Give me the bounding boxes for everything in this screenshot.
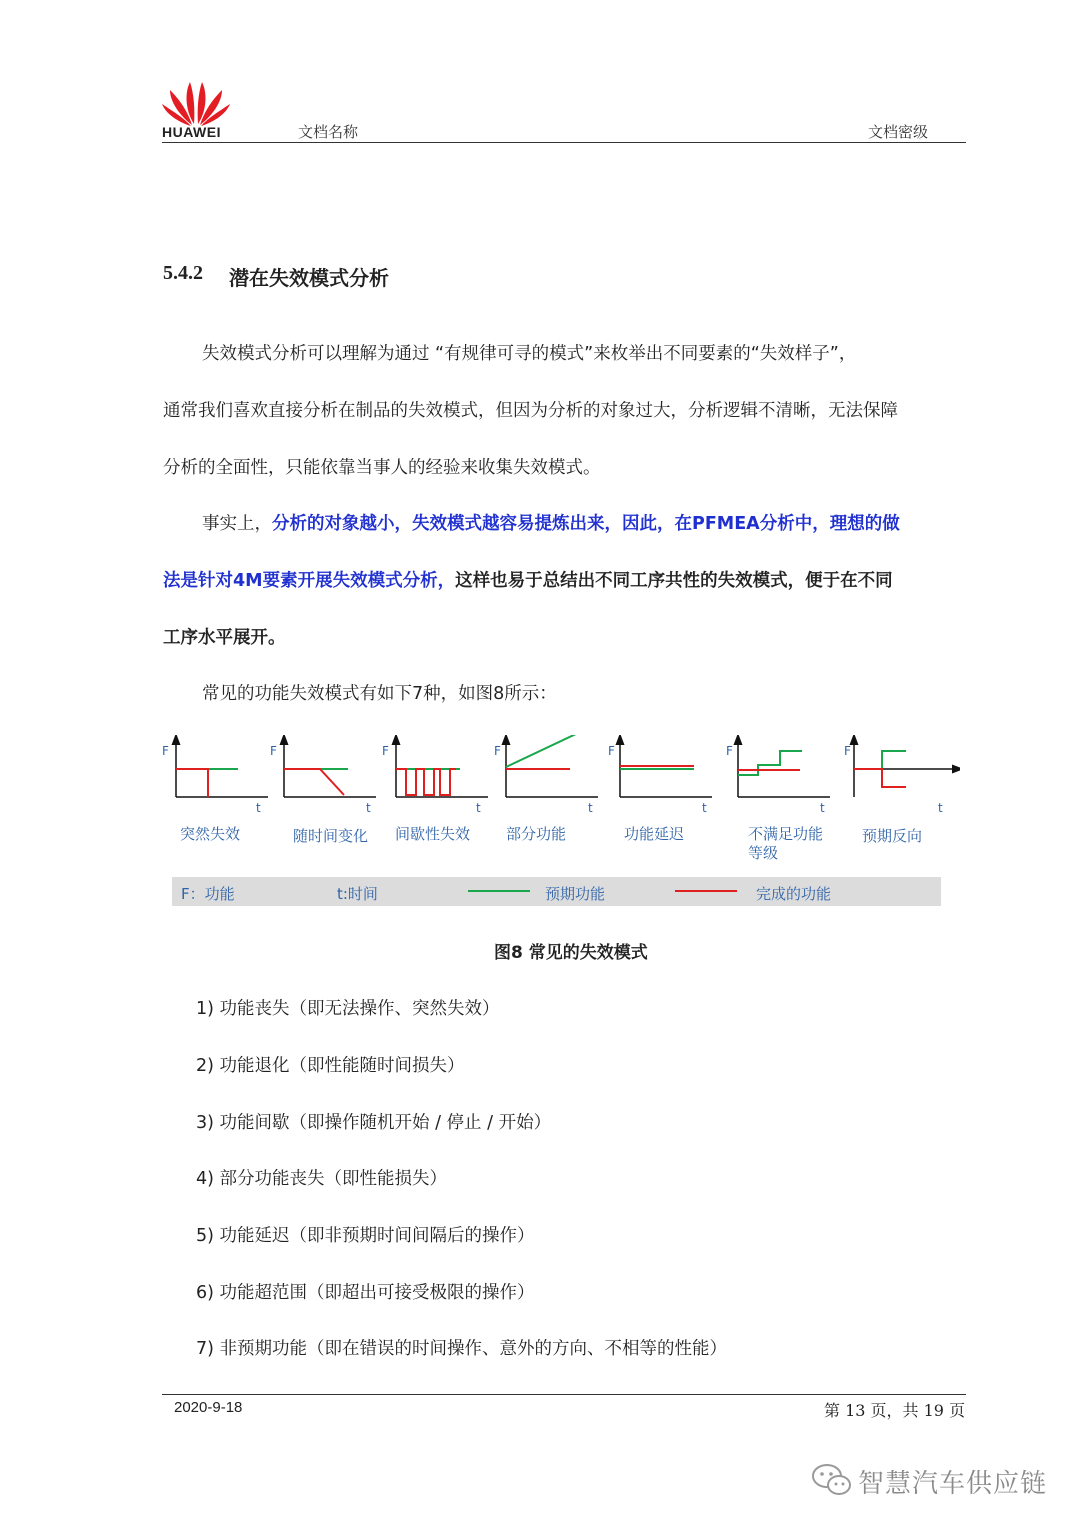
panel-label: 不满足功能 xyxy=(748,825,824,843)
axis-f-label: F xyxy=(494,744,501,758)
bold-text: 这样也易于总结出不同工序共性的失效模式，便于在不同 xyxy=(455,571,893,591)
paragraph-line: 分析的全面性，只能依靠当事人的经验来收集失效模式。 xyxy=(163,458,601,478)
axis-f-label: F xyxy=(162,744,169,758)
axis-t-label: t xyxy=(476,801,481,815)
panel-delayed-function xyxy=(620,739,712,797)
axis-t-label: t xyxy=(256,801,261,815)
axis-t-label: t xyxy=(366,801,371,815)
footer-date: 2020-9-18 xyxy=(174,1399,243,1416)
brand-name: HUAWEI xyxy=(162,124,221,140)
axis-f-label: F xyxy=(382,744,389,758)
panel-label: 突然失效 xyxy=(180,825,241,843)
section-number: 5.4.2 xyxy=(163,262,203,284)
paragraph-line: 通常我们喜欢直接分析在制品的失效模式，但因为分析的对象过大，分析逻辑不清晰，无法保障 xyxy=(163,401,898,421)
axis-t-label: t xyxy=(938,801,943,815)
figure-caption: 图8 常见的失效模式 xyxy=(494,943,648,963)
paragraph-line: 常见的功能失效模式有如下7种，如图8所示： xyxy=(202,684,557,704)
panel-label: 预期反向 xyxy=(862,827,923,845)
panel-unintended-function xyxy=(854,739,958,797)
list-item: 2) 功能退化（即性能随时间损失） xyxy=(196,1056,465,1076)
panel-partial-function xyxy=(506,735,598,797)
footer-divider xyxy=(162,1394,966,1395)
panel-label: 部分功能 xyxy=(506,825,567,843)
highlighted-text: 分析的对象越小，失效模式越容易提炼出来，因此，在PFMEA分析中，理想的做 xyxy=(272,514,900,534)
axis-t-label: t xyxy=(702,801,707,815)
list-item: 3) 功能间歇（即操作随机开始 / 停止 / 开始） xyxy=(196,1113,552,1133)
list-item: 1) 功能丧失（即无法操作、突然失效） xyxy=(196,999,500,1019)
section-title: 潜在失效模式分析 xyxy=(229,266,389,290)
panel-label: 间歇性失效 xyxy=(395,825,471,843)
footer-page-number: 第 13 页，共 19 页 xyxy=(824,1401,966,1420)
list-item: 4) 部分功能丧失（即性能损失） xyxy=(196,1169,448,1189)
panel-degradation xyxy=(284,739,376,797)
legend-expected-swatch xyxy=(468,890,530,892)
document-name: 文档名称 xyxy=(298,123,359,141)
axis-f-label: F xyxy=(844,744,851,758)
panel-label: 随时间变化 xyxy=(293,827,369,845)
axis-f-label: F xyxy=(608,744,615,758)
panel-label: 功能延迟 xyxy=(624,825,685,843)
axis-f-label: F xyxy=(726,744,733,758)
watermark-text: 智慧汽车供应链 xyxy=(858,1469,1048,1499)
panel-exceeds-function xyxy=(738,739,830,797)
paragraph-line: 失效模式分析可以理解为通过 “有规律可寻的模式”来枚举出不同要素的“失效样子”， xyxy=(202,344,857,364)
list-item: 5) 功能延迟（即非预期时间间隔后的操作） xyxy=(196,1226,535,1246)
legend-expected-label: 预期功能 xyxy=(545,885,606,903)
paragraph-line xyxy=(202,514,900,534)
panel-label: 等级 xyxy=(748,844,779,862)
failure-modes-figure xyxy=(160,735,960,865)
axis-t-label: t xyxy=(588,801,593,815)
panel-sudden-failure xyxy=(176,739,268,797)
paragraph-text: 事实上， xyxy=(202,514,272,534)
document-classification: 文档密级 xyxy=(868,123,929,141)
header-divider xyxy=(162,142,966,143)
legend-actual-swatch xyxy=(675,890,737,892)
axis-t-label: t xyxy=(820,801,825,815)
list-item: 6) 功能超范围（即超出可接受极限的操作） xyxy=(196,1283,535,1303)
legend-t-label: t:时间 xyxy=(337,885,378,903)
legend-f-label: F：功能 xyxy=(181,885,235,903)
paragraph-line xyxy=(163,571,893,591)
wechat-icon xyxy=(810,1460,854,1500)
paragraph-line: 工序水平展开。 xyxy=(163,628,286,648)
legend-actual-label: 完成的功能 xyxy=(756,885,832,903)
axis-f-label: F xyxy=(270,744,277,758)
panel-intermittent xyxy=(396,739,488,797)
highlighted-text: 法是针对4M要素开展失效模式分析， xyxy=(163,571,456,591)
list-item: 7) 非预期功能（即在错误的时间操作、意外的方向、不相等的性能） xyxy=(196,1339,728,1359)
